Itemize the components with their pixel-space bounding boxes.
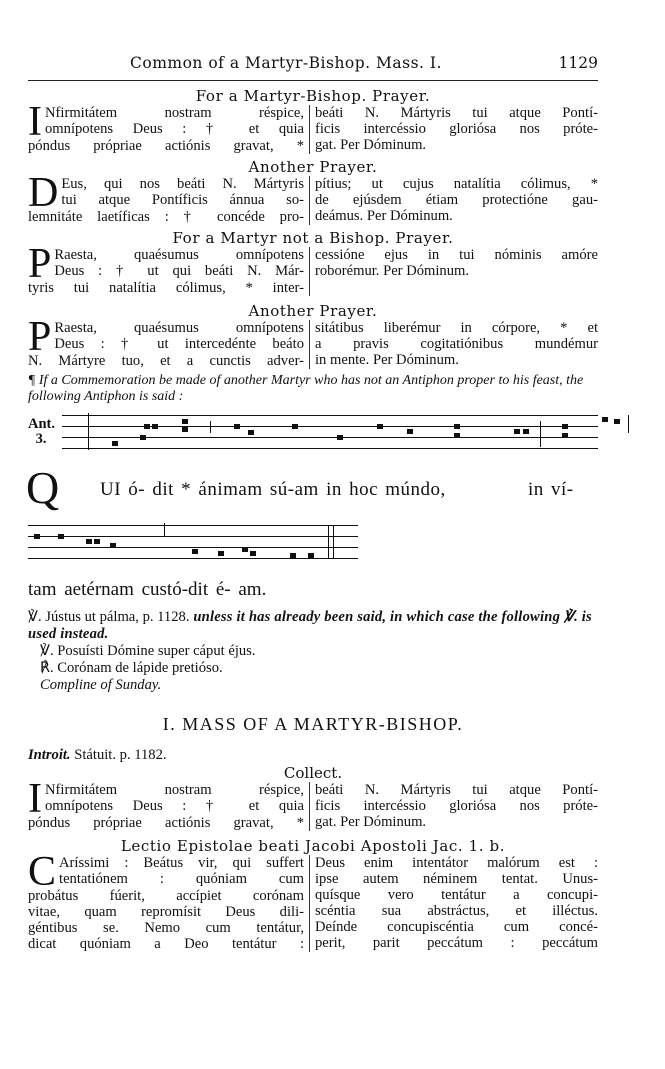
lesson-line: géntibus se. Nemo cum tentátur, bbox=[28, 920, 304, 936]
drop-initial: D bbox=[28, 170, 59, 216]
rubric: ¶ If a Commemoration be made of another Martyr who has not an Antiphon proper to his feast, the following Antiphon is said : bbox=[28, 373, 584, 404]
collect-line: ficis intercéssio gloriósa nos próte- bbox=[315, 798, 598, 814]
prayer-line: tui atque Pontíficis ánnua so- bbox=[61, 192, 304, 208]
lesson-block bbox=[28, 849, 598, 952]
section-heading: For a Martyr not a Bishop. Prayer. bbox=[172, 229, 454, 247]
chant-antiphon bbox=[28, 409, 598, 609]
lesson-line: perit, parit peccátum : peccátum bbox=[315, 935, 598, 951]
compline-note: Compline of Sunday. bbox=[40, 677, 162, 693]
prayer-line: a pravis cogitatiónibus mundémur bbox=[315, 336, 598, 352]
introit bbox=[28, 747, 598, 764]
lesson-line: quísque vero tentátur a concupi- bbox=[315, 887, 598, 903]
lesson-line: ipse autem néminem tentat. Unus- bbox=[315, 871, 598, 887]
chant-initial: Q bbox=[26, 462, 60, 513]
collect-line: póndus própriae actiónis gravat, * bbox=[28, 815, 304, 831]
drop-initial: P bbox=[28, 241, 52, 287]
prayer-line: pítius; ut cujus natalítia cólimus, * bbox=[315, 176, 598, 192]
prayer-line: Raesta, quaésumus omnípotens bbox=[54, 320, 304, 336]
lesson-line: vitae, quam repromísit Deus dili- bbox=[28, 904, 304, 920]
lesson-line: tentatiónem : quóniam cum bbox=[59, 871, 304, 887]
antiphon-label bbox=[28, 417, 54, 447]
mass-title: I. MASS OF A MARTYR-BISHOP. bbox=[162, 714, 464, 734]
running-header bbox=[28, 48, 598, 72]
section-heading: For a Martyr-Bishop. Prayer. bbox=[195, 87, 431, 105]
response-2: ℟. Corónam de lápide pretióso. bbox=[40, 660, 223, 676]
chant-lyric-text: UI ó- dit * ánimam sú-am in hoc múndo, bbox=[100, 479, 446, 500]
chant-lyric-line1 bbox=[100, 479, 574, 501]
prayer-line: deámus. Per Dóminum. bbox=[315, 208, 453, 224]
prayer-line: beáti N. Mártyris tui atque Pontí- bbox=[315, 105, 598, 121]
prayer-block bbox=[28, 241, 598, 296]
prayer-block bbox=[28, 99, 598, 154]
prayer-line: sitátibus liberémur in córpore, * et bbox=[315, 320, 598, 336]
versicle-text: Jústus ut pálma, p. 1128. bbox=[41, 609, 190, 625]
prayer-line: omnípotens Deus : † et quia bbox=[45, 121, 304, 137]
prayer-line: Deus : † ut qui beáti N. Már- bbox=[54, 263, 304, 279]
versicle-1 bbox=[28, 609, 598, 643]
prayer-line: gat. Per Dóminum. bbox=[315, 137, 427, 153]
collect-line: omnípotens Deus : † et quia bbox=[45, 798, 304, 814]
collect-line: beáti N. Mártyris tui atque Pontí- bbox=[315, 782, 598, 798]
prayer-line: Deus : † ut intercedénte beáto bbox=[54, 336, 304, 352]
introit-text: Státuit. p. 1182. bbox=[70, 747, 167, 763]
lesson-line: Aríssimi : Beátus vir, qui suffert bbox=[59, 855, 304, 871]
collect-heading: Collect. bbox=[283, 764, 343, 782]
page-number: 1129 bbox=[558, 54, 598, 72]
prayer-line: in mente. Per Dóminum. bbox=[315, 352, 459, 368]
lesson-line: probátus fúerit, accípiet corónam bbox=[28, 888, 304, 904]
staff-2 bbox=[28, 525, 358, 559]
versicle-2: ℣. Posuísti Dómine super cáput éjus. bbox=[40, 643, 256, 659]
lesson-line: dicat quóniam a Deo tentátur : bbox=[28, 936, 304, 952]
antiphon-label-text: Ant. bbox=[28, 416, 55, 432]
prayer-line: N. Mártyre tuo, et a cunctis adver- bbox=[28, 353, 304, 369]
drop-initial: C bbox=[28, 849, 57, 895]
introit-label: Introit. bbox=[28, 747, 71, 763]
drop-initial: I bbox=[28, 776, 42, 822]
versicles bbox=[28, 609, 598, 694]
prayer-line: Eus, qui nos beáti N. Mártyris bbox=[61, 176, 304, 192]
versicle-condition: unless it has already been said, in which case the following ℣. is used instead. bbox=[28, 609, 592, 642]
chant-lyric-line2: tam aetérnam custó-dit é- am. bbox=[28, 579, 267, 600]
collect-line: gat. Per Dóminum. bbox=[315, 814, 427, 830]
drop-initial: I bbox=[28, 99, 42, 145]
section-heading: Another Prayer. bbox=[248, 302, 378, 320]
lesson-heading: Lectio Epistolae beati Jacobi Apostoli Jac. 1. b. bbox=[120, 837, 506, 855]
prayer-line: ficis intercéssio gloriósa nos próte- bbox=[315, 121, 598, 137]
prayer-block bbox=[28, 170, 598, 225]
prayer-line: Raesta, quaésumus omnípotens bbox=[54, 247, 304, 263]
missal-page bbox=[28, 48, 598, 952]
collect-line: Nfirmitátem nostram réspice, bbox=[45, 782, 304, 798]
versicle-sign: ℣. bbox=[28, 609, 42, 625]
header-rule bbox=[28, 80, 598, 81]
lesson-line: Deus enim intentátor malórum est : bbox=[315, 855, 598, 871]
prayer-block bbox=[28, 314, 598, 369]
prayer-line: lemnitáte laetíficas : † concéde pro- bbox=[28, 209, 304, 225]
prayer-line: de ejúsdem étiam protectióne gau- bbox=[315, 192, 598, 208]
prayer-line: póndus própriae actiónis gravat, * bbox=[28, 138, 304, 154]
prayer-line: roborémur. Per Dóminum. bbox=[315, 263, 470, 279]
prayer-line: tyris tui natalítia cólimus, * inter- bbox=[28, 280, 304, 296]
antiphon-mode: 3. bbox=[35, 431, 47, 447]
drop-initial: P bbox=[28, 314, 52, 360]
section-heading: Another Prayer. bbox=[248, 158, 378, 176]
lesson-line: Deínde concupiscéntia cum concé- bbox=[315, 919, 598, 935]
lesson-line: scéntia sua abstráctus, et illéctus. bbox=[315, 903, 598, 919]
chant-lyric-tail: in ví- bbox=[528, 479, 574, 500]
header-title: Common of a Martyr-Bishop. Mass. I. bbox=[130, 54, 442, 72]
collect-block bbox=[28, 776, 598, 831]
prayer-line: Nfirmitátem nostram réspice, bbox=[45, 105, 304, 121]
prayer-line: cessióne ejus in tui nóminis amóre bbox=[315, 247, 598, 263]
staff-1 bbox=[62, 415, 598, 449]
